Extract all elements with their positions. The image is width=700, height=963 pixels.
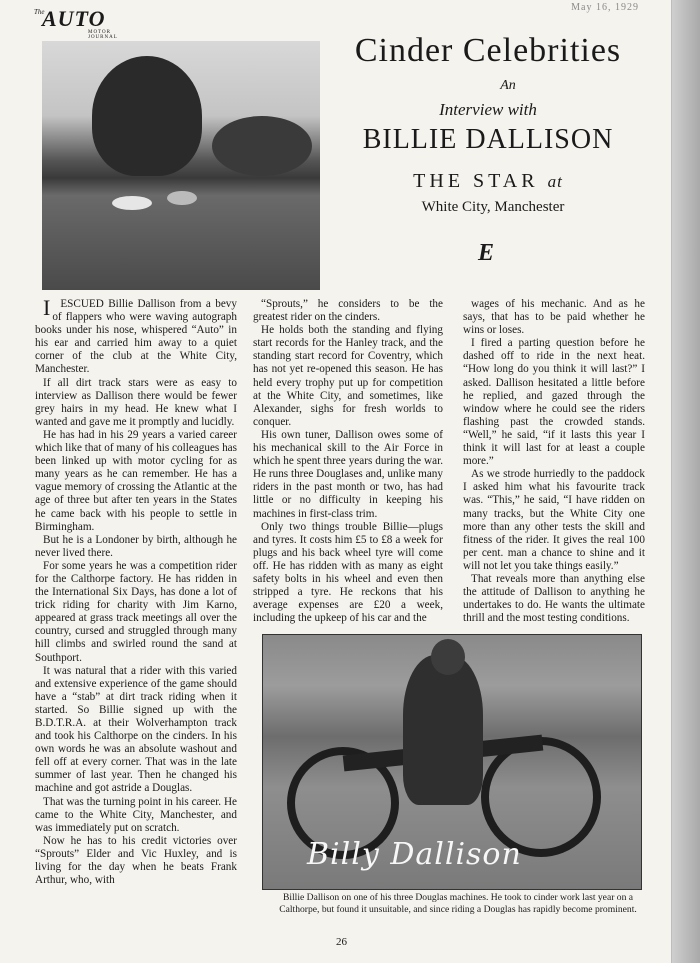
column-3 [463, 298, 645, 625]
paragraph: It was natural that a rider with this varied and extensive experience of the game should have a “stab” at dirt track riding when it started. So Billie signed up with the B.D.T.R.A. at their Wolverhampton track and took his Calthorpe on the cinders. In his own words he was an absolute washout and fell off at every corner. That was in the late summer of last year. Then he changed his machine and got astride a Douglas. [35, 664, 237, 795]
masthead-logo: AUTO [42, 6, 106, 31]
column-1 [35, 295, 237, 887]
page-number: 26 [336, 936, 347, 948]
star-text: THE STAR [413, 170, 539, 192]
rider-shape [112, 196, 152, 210]
paragraph: Now he has to his credit victories over “Sprouts” Elder and Vic Huxley, and is living for the day when he beats Frank Arthur, who, with [35, 834, 237, 887]
paragraph: He has had in his 29 years a varied career which like that of many of his colleagues has been linked up with motor cycling for as many years as he can remember. He has a vague memory of crossing the Atlantic at the age of three but after ten years in the States he came back with his people to settle in Birmingham. [35, 428, 237, 533]
paragraph: For some years he was a competition rider for the Calthorpe factory. He has ridden in the International Six Days, has done a lot of trick riding for charity with Jim Karno, appeared at grass track meetings all over the country, cursed and struggled through many hill climbs and swirled round the sand at Southport. [35, 559, 237, 664]
subtitle-interview: Interview with [439, 100, 537, 119]
paragraph-text: ESCUED Billie Dallison from a bevy of flappers who were waving autograph books under his nose, whispered “Auto” in his ear and carried him away to a quiet corner of the club at the White City, Manchester. [35, 298, 237, 376]
paragraph: Only two things trouble Billie—plugs and tyres. It costs him £5 to £8 a week for plugs and his back wheel tyre will come off. He has ridden with as many as eight safety bolts in his wheel and even then stripped a tyre. He reckons that his average expenses are £20 a week, including the upkeep of his car and the [253, 520, 443, 625]
photo-caption: Billie Dallison on one of his three Douglas machines. He took to cinder work last year on a Calthorpe, but found it unsuitable, and since riding a Douglas has rapidly become prominent. [279, 892, 637, 915]
paragraph: But he is a Londoner by birth, although he never lived there. [35, 533, 237, 559]
paragraph [35, 295, 237, 377]
paragraph: “Sprouts,” he considers to be the greatest rider on the cinders. [253, 298, 443, 324]
masthead-the: The [34, 8, 45, 16]
paragraph: As we strode hurriedly to the paddock I asked him what his favourite track was. “This,” he said, “I have ridden on many tracks, but the White City one more than any other tests the skill and fitness of the rider. It gives the real 100 per cent. man a chance to shine and it will not let you take things easily.” [463, 468, 645, 572]
track-photo [42, 41, 320, 290]
title-block [328, 32, 648, 216]
rider-head-shape [431, 639, 465, 675]
tree-shape-2 [212, 116, 312, 176]
column-2 [253, 298, 443, 625]
issue-date: May 16, 1929 [571, 2, 639, 13]
rider-photo [262, 634, 642, 890]
location: White City, Manchester [421, 199, 565, 215]
paragraph: That reveals more than anything else the attitude of Dallison to anything he undertakes to do. He wants the ultimate thrill and the most testing conditions. [463, 572, 645, 625]
ornament-icon: E [478, 240, 495, 266]
rider-body-shape [403, 655, 483, 805]
page-edge-shadow [672, 0, 700, 963]
masthead [34, 6, 118, 40]
paragraph: That was the turning point in his career. He came to the White City, Manchester, and was immediately put on scratch. [35, 795, 237, 834]
tree-shape [92, 56, 202, 176]
drop-cap: I [43, 295, 51, 320]
paragraph: I fired a parting question before he dashed off to ride in the next heat. “How long do you think it will last?” I asked. Dallison hesitated a little before he replied, and gazed through the window where he could see the riders flashing past the crowded stands. “Well,” he said, “if it lasts this year I think it will last for at least a couple more.” [463, 337, 645, 468]
paragraph: If all dirt track stars were as easy to interview as Dallison there would be fewer grey hairs in my head. He knew what I wanted and gave me it promptly and lucidly. [35, 376, 237, 428]
paragraph: He holds both the standing and flying start records for the Hanley track, and the standing start record for Coventry, which has not yet re-opened this season. He has held every trophy put up for competition at the White City, and sometimes, like Alexander, sighs for fresh worlds to conquer. [253, 324, 443, 428]
rider-shape-2 [167, 191, 197, 205]
masthead-sub: MOTOR JOURNAL [88, 30, 118, 40]
subject-name: BILLIE DALLISON [362, 124, 614, 155]
paragraph: wages of his mechanic. And as he says, that has to be paid whether he wins or loses. [463, 298, 645, 337]
signature: Billy Dallison [307, 837, 522, 872]
paragraph: His own tuner, Dallison owes some of his mechanical skill to the Air Force in which he spent three years during the war. He runs three Douglases and, unlike many riders in the past month or two, has had little or no difficulty in keeping his machines in first-class trim. [253, 428, 443, 520]
star-at: at [547, 172, 563, 191]
star-line [328, 170, 648, 193]
article-title: Cinder Celebrities [354, 32, 622, 69]
subtitle-an: An [500, 78, 516, 93]
